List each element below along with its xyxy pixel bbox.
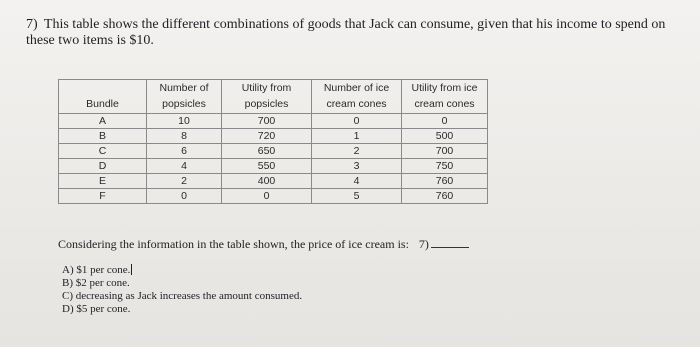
question-number: 7): [26, 17, 38, 32]
table-cell: 0: [222, 189, 312, 204]
table-row: [59, 159, 488, 174]
consumption-table: [58, 79, 488, 204]
question-body: This table shows the different combinations of goods that Jack can consume, given that his income to spend on these two items is $10.: [26, 17, 666, 48]
table-cell: 400: [222, 174, 312, 189]
table-header-row: [59, 80, 488, 114]
answer-options: [62, 264, 302, 316]
table-cell: 550: [222, 159, 312, 174]
table-cell: 0: [147, 189, 222, 204]
table-cell: 5: [312, 189, 402, 204]
header-num-icecream: Number of ice cream cones: [312, 80, 402, 114]
option-a[interactable]: A) $1 per cone.: [62, 264, 131, 276]
table-cell: 750: [402, 159, 488, 174]
option-b[interactable]: B) $2 per cone.: [62, 277, 130, 289]
table-cell: 1: [312, 129, 402, 144]
prompt-line: [58, 237, 469, 251]
option-d[interactable]: D) $5 per cone.: [62, 303, 131, 315]
table-row: [59, 114, 488, 129]
table-cell: 0: [402, 114, 488, 129]
table-cell: 700: [402, 144, 488, 159]
table-cell: D: [59, 159, 147, 174]
table-cell: 4: [312, 174, 402, 189]
table-cell: A: [59, 114, 147, 129]
table-cell: 10: [147, 114, 222, 129]
table-cell: 6: [147, 144, 222, 159]
table-cell: 0: [312, 114, 402, 129]
header-bundle: Bundle: [59, 80, 147, 114]
table-cell: B: [59, 129, 147, 144]
table-cell: 700: [222, 114, 312, 129]
consumption-table-container: [58, 79, 498, 204]
prompt-text: Considering the information in the table shown, the price of ice cream is:: [58, 237, 409, 251]
table-cell: 2: [147, 174, 222, 189]
table-cell: F: [59, 189, 147, 204]
text-cursor: [131, 264, 132, 275]
header-util-popsicles: Utility from popsicles: [222, 80, 312, 114]
table-cell: 720: [222, 129, 312, 144]
table-cell: 4: [147, 159, 222, 174]
table-cell: 3: [312, 159, 402, 174]
header-num-popsicles: Number of popsicles: [147, 80, 222, 114]
table-row: [59, 189, 488, 204]
table-cell: 500: [402, 129, 488, 144]
prompt-number: 7): [418, 237, 429, 251]
answer-blank: [431, 237, 469, 248]
table-row: [59, 144, 488, 159]
table-cell: 8: [147, 129, 222, 144]
table-cell: 650: [222, 144, 312, 159]
table-row: [59, 129, 488, 144]
question-text: [26, 17, 686, 49]
table-cell: E: [59, 174, 147, 189]
option-c[interactable]: C) decreasing as Jack increases the amount consumed.: [62, 290, 303, 302]
table-cell: C: [59, 144, 147, 159]
table-cell: 760: [402, 189, 488, 204]
table-cell: 760: [402, 174, 488, 189]
table-row: [59, 174, 488, 189]
table-cell: 2: [312, 144, 402, 159]
header-util-icecream: Utility from ice cream cones: [402, 80, 488, 114]
